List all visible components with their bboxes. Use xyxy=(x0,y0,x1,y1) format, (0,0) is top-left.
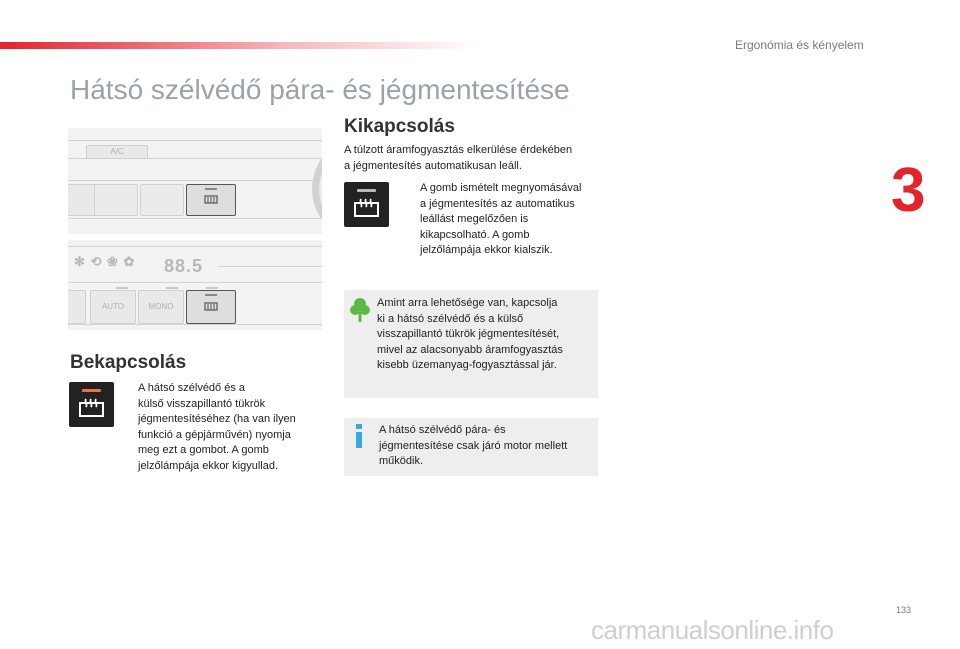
auto-button xyxy=(90,290,136,324)
ac-label: A/C xyxy=(110,147,124,156)
header-accent-bar xyxy=(0,42,480,49)
left-edge-button xyxy=(68,290,86,324)
eco-line: kisebb üzemanyag-fogyasztással jár. xyxy=(377,359,557,371)
chapter-number: 3 xyxy=(891,156,926,225)
control-panel-photo-2 xyxy=(68,240,322,330)
ac-button xyxy=(86,145,148,159)
on-line: A hátsó szélvédő és a xyxy=(138,382,246,394)
temperature-display: 88.5 xyxy=(164,256,204,276)
rear-defrost-icon xyxy=(78,397,105,419)
info-line: működik. xyxy=(379,455,424,467)
info-line: A hátsó szélvédő pára- és xyxy=(379,424,506,436)
rear-defrost-icon xyxy=(204,302,218,312)
chapter-title: Ergonómia és kényelem xyxy=(735,38,864,52)
auto-label: AUTO xyxy=(101,302,125,311)
eco-line: Amint arra lehetősége van, kapcsolja xyxy=(377,297,558,309)
defrost-button-off-icon xyxy=(344,182,389,227)
off-intro-line: A túlzott áramfogyasztás elkerülése érdekében xyxy=(344,144,573,156)
eco-line: mivel az alacsonyabb áramfogyasztás xyxy=(377,343,563,356)
rear-defrost-icon xyxy=(353,197,380,219)
on-line: jégmentesítéséhez (ha van ilyen xyxy=(138,413,296,425)
mono-button xyxy=(138,290,184,324)
seat-button-2 xyxy=(140,184,184,216)
info-note-text xyxy=(379,423,567,470)
info-line: jégmentesítése csak járó motor mellett xyxy=(379,439,568,452)
rear-defrost-icon xyxy=(204,195,218,205)
watermark: carmanualsonline.info xyxy=(591,615,834,645)
on-line: külső visszapillantó tükrök xyxy=(138,397,266,410)
eco-line: visszapillantó tükrök jégmentesítését, xyxy=(377,328,560,340)
eco-line: ki a hátsó szélvédő és a külső xyxy=(377,312,524,325)
off-line: a jégmentesítés az automatikus xyxy=(420,197,575,210)
seat-button-1 xyxy=(94,184,138,216)
indicator-lamp-off xyxy=(357,189,376,192)
eco-note xyxy=(344,290,598,398)
indicator-lamp-on xyxy=(82,389,101,392)
off-line: jelzőlámpája ekkor kialszik. xyxy=(420,244,553,256)
control-panel-photo-1 xyxy=(68,128,322,234)
tree-icon xyxy=(350,296,370,324)
off-intro xyxy=(344,143,572,174)
info-icon xyxy=(352,424,366,448)
off-intro-line: a jégmentesítés automatikusan leáll. xyxy=(344,159,522,172)
info-note xyxy=(344,418,598,476)
off-line: kikapcsolható. A gomb xyxy=(420,228,530,241)
climate-symbols: ✻ ⟲ ❀ ✿ xyxy=(74,254,136,269)
on-instructions xyxy=(138,381,296,474)
on-line: jelzőlámpája ekkor kigyullad. xyxy=(138,459,279,472)
rear-defrost-button-highlight-1 xyxy=(186,184,236,216)
eco-note-text xyxy=(377,296,563,374)
temperature-knob xyxy=(312,136,322,234)
page-title: Hátsó szélvédő pára- és jégmentesítése xyxy=(70,74,570,105)
section-heading-on: Bekapcsolás xyxy=(70,352,187,373)
off-line: leállást megelőzően is xyxy=(420,213,529,225)
defrost-button-on-icon xyxy=(69,382,114,427)
off-instructions xyxy=(420,181,581,259)
rear-defrost-button-highlight-2 xyxy=(186,290,236,324)
on-line: funkció a gépjárművén) nyomja xyxy=(138,428,291,441)
on-line: meg ezt a gombot. A gomb xyxy=(138,444,269,456)
page-number: 133 xyxy=(896,605,912,615)
mono-label: MONO xyxy=(148,302,174,311)
off-line: A gomb ismételt megnyomásával xyxy=(420,182,582,194)
section-heading-off: Kikapcsolás xyxy=(344,116,455,137)
